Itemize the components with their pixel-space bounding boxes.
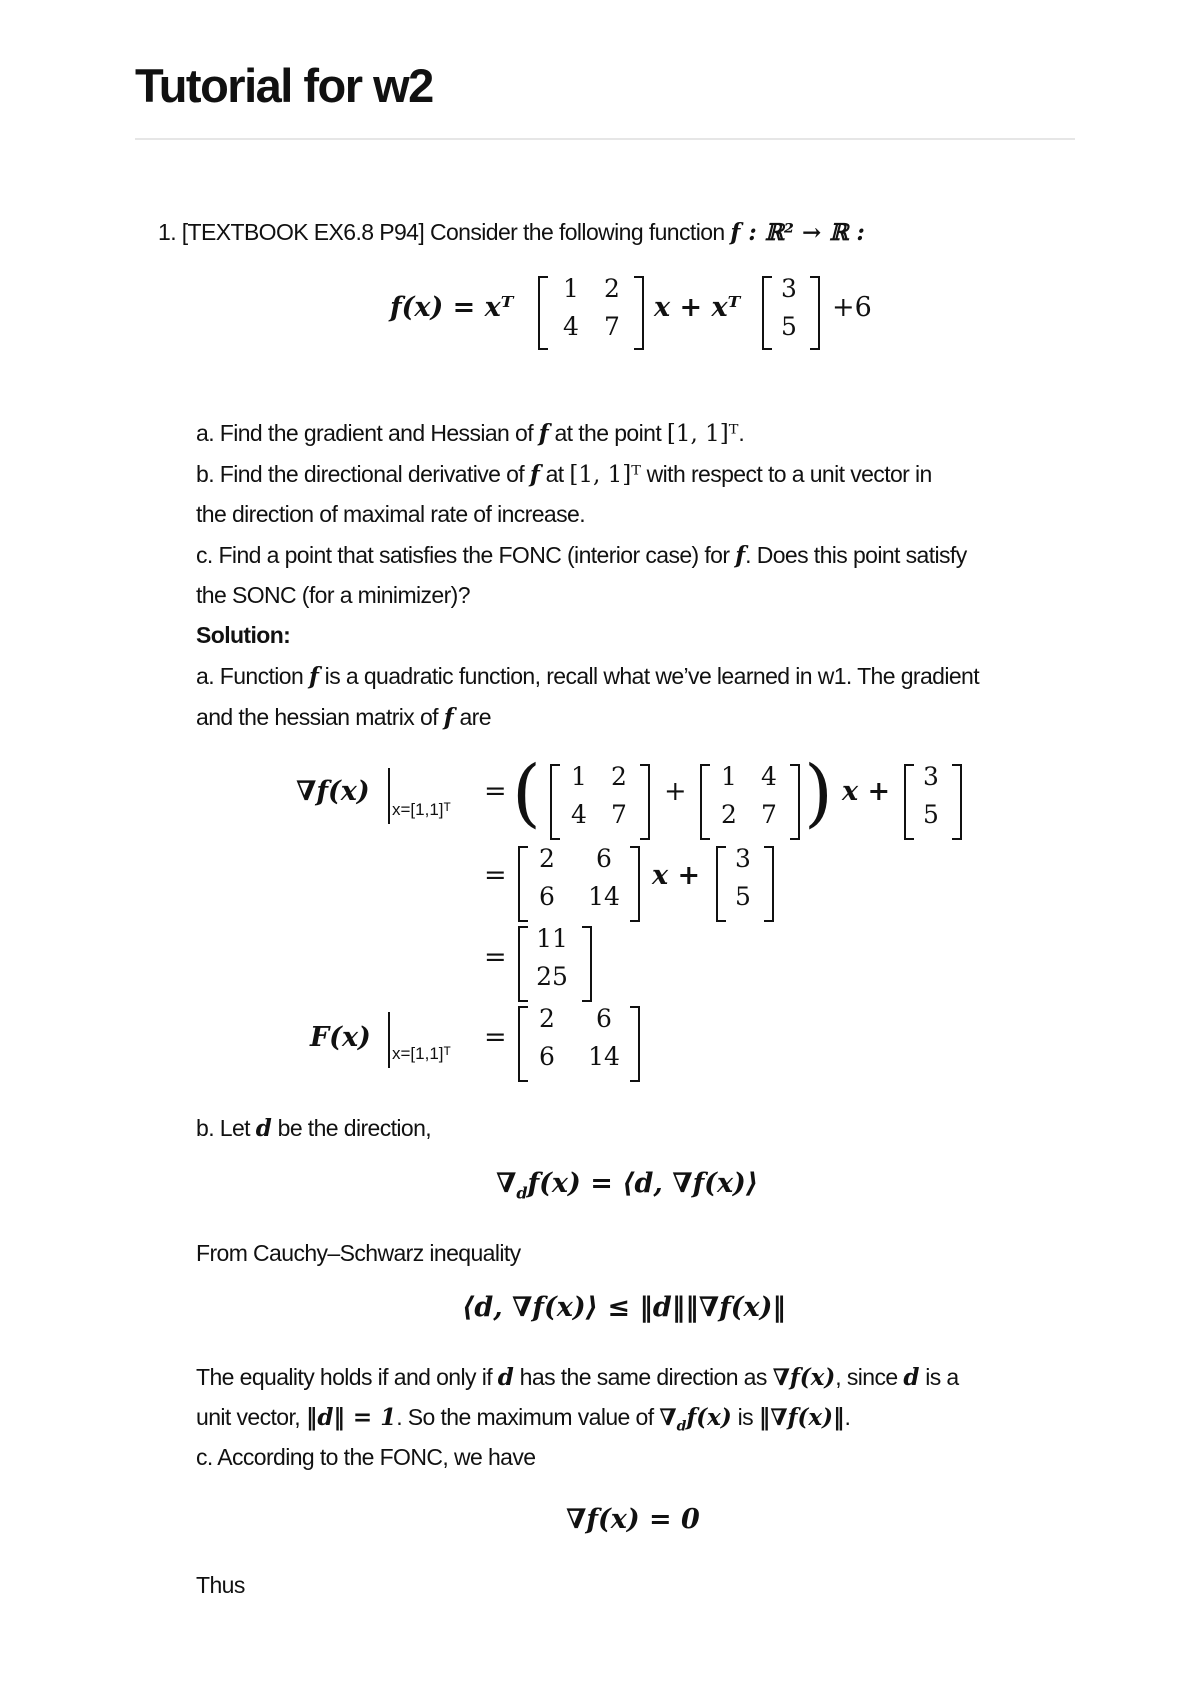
page-title: Tutorial for w2 xyxy=(135,59,433,112)
uv-text-3: is xyxy=(731,1404,759,1430)
grad-A-rb xyxy=(640,764,650,840)
grad-At-rb xyxy=(790,764,800,840)
part-a-text3: . xyxy=(738,420,745,446)
dir-nabla: ∇ xyxy=(496,1168,517,1199)
part-b-f: f xyxy=(529,461,540,488)
hessian-lhs: F(x) xyxy=(310,1022,371,1053)
grad-row2-b-lb xyxy=(716,846,726,922)
uv-subscript: d xyxy=(676,1418,687,1435)
part-a-point: [1, 1]ᵀ xyxy=(666,421,739,447)
equality-d2: d xyxy=(903,1364,920,1391)
q1-prefix: 1. [TEXTBOOK EX6.8 P94] Consider the following function xyxy=(158,219,731,245)
grad-At-12: 4 xyxy=(761,762,777,791)
q1-function-signature: f : ℝ² → ℝ : xyxy=(730,219,865,246)
solution-a-line2-text: and the hessian matrix of xyxy=(196,704,444,730)
equality-text-2: has the same direction as xyxy=(513,1364,773,1390)
grad-b-rb xyxy=(952,764,962,840)
equality-statement xyxy=(196,1357,959,1398)
grad-A-11: 1 xyxy=(571,762,587,791)
grad-row3-v-1: 11 xyxy=(536,924,568,953)
eq1-b-2: 5 xyxy=(781,312,797,341)
grad-row2-M-21: 6 xyxy=(539,882,555,911)
grad-row2-b-1: 3 xyxy=(735,844,751,873)
eq1-middle: x + xᵀ xyxy=(654,292,741,323)
grad-b-lb xyxy=(904,764,914,840)
hessian-lb xyxy=(518,1006,528,1082)
equality-d: d xyxy=(497,1364,514,1391)
part-b-line2: the direction of maximal rate of increase. xyxy=(196,501,585,527)
grad-row2-b-rb xyxy=(764,846,774,922)
part-a-f: f xyxy=(538,420,549,447)
eq1-A-12: 2 xyxy=(604,274,620,303)
grad-row2-M-rb xyxy=(630,846,640,922)
eq1-b-right-bracket xyxy=(810,276,820,350)
grad-row2-M-12: 6 xyxy=(596,844,612,873)
hessian-eq-sign: = xyxy=(484,1022,507,1053)
solution-a-text: a. Function xyxy=(196,663,309,689)
equality-grad: ∇f(x) xyxy=(772,1364,836,1391)
equation-directional-derivative xyxy=(496,1168,758,1202)
title-divider xyxy=(135,138,1075,140)
hessian-22: 14 xyxy=(588,1042,620,1071)
grad-row3-v-rb xyxy=(582,926,592,1002)
solution-heading: Solution: xyxy=(196,622,291,648)
solution-a-line2-f: f xyxy=(443,704,454,731)
grad-lhs: ∇f(x) xyxy=(296,776,370,807)
grad-b-2: 5 xyxy=(923,800,939,829)
uv-directional xyxy=(659,1404,732,1435)
grad-row3-eq-sign: = xyxy=(484,942,507,973)
hessian-subscript: x=[1,1]ᵀ xyxy=(392,1044,451,1063)
solution-b-text2: be the direction, xyxy=(271,1115,432,1141)
grad-A-22: 7 xyxy=(611,800,627,829)
grad-eq-sign: = xyxy=(484,776,507,807)
part-c-f: f xyxy=(735,542,746,569)
part-c-line2: the SONC (for a minimizer)? xyxy=(196,582,470,608)
part-c-text2: . Does this point satisfy xyxy=(745,542,967,568)
grad-x-plus: x + xyxy=(842,776,891,807)
grad-row2-eq-sign: = xyxy=(484,860,507,891)
solution-a-line2-tail: are xyxy=(453,704,491,730)
solution-b-text: b. Let xyxy=(196,1115,256,1141)
eq1-A-11: 1 xyxy=(563,274,579,303)
dir-rest: f(x) = ⟨d, ∇f(x)⟩ xyxy=(527,1168,759,1199)
uv-text-2: . So the maximum value of xyxy=(396,1404,660,1430)
part-b-text3: with respect to a unit vector in xyxy=(640,461,932,487)
grad-A-lb xyxy=(550,764,560,840)
hessian-rb xyxy=(630,1006,640,1082)
grad-row2-b-2: 5 xyxy=(735,882,751,911)
grad-At-22: 7 xyxy=(761,800,777,829)
grad-row2-M-11: 2 xyxy=(539,844,555,873)
grad-row3-v-lb xyxy=(518,926,528,1002)
eq1-tail: +6 xyxy=(832,292,872,323)
part-b-text: b. Find the directional derivative of xyxy=(196,461,530,487)
grad-A-12: 2 xyxy=(611,762,627,791)
hessian-11: 2 xyxy=(539,1004,555,1033)
part-b-point: [1, 1]ᵀ xyxy=(569,462,641,488)
part-b-text2: at xyxy=(539,461,570,487)
uv-rest: f(x) xyxy=(686,1404,732,1431)
hessian-12: 6 xyxy=(596,1004,612,1033)
solution-b-d: d xyxy=(255,1115,272,1142)
grad-evaluation-bar xyxy=(388,768,390,824)
eq1-b-left-bracket xyxy=(762,276,772,350)
grad-b-1: 3 xyxy=(923,762,939,791)
part-c-text: c. Find a point that satisfies the FONC (interior case) for xyxy=(196,542,736,568)
eq1-A-left-bracket xyxy=(538,276,548,350)
solution-c: c. According to the FONC, we have xyxy=(196,1444,536,1470)
eq1-A-21: 4 xyxy=(563,312,579,341)
solution-a-line2 xyxy=(196,697,491,738)
uv-text-1: unit vector, xyxy=(196,1404,306,1430)
equality-text-4: is a xyxy=(919,1364,959,1390)
uv-text-4: . xyxy=(844,1404,851,1430)
equality-text-1: The equality holds if and only if xyxy=(196,1364,498,1390)
uv-nabla: ∇ xyxy=(659,1404,677,1431)
grad-At-lb xyxy=(700,764,710,840)
grad-row2-M-22: 14 xyxy=(588,882,620,911)
question-1 xyxy=(158,212,865,253)
grad-row2-M-lb xyxy=(518,846,528,922)
cauchy-schwarz-text: From Cauchy–Schwarz inequality xyxy=(196,1240,521,1266)
grad-row3-v-2: 25 xyxy=(536,962,568,991)
grad-subscript: x=[1,1]ᵀ xyxy=(392,800,451,819)
grad-At-11: 1 xyxy=(721,762,737,791)
part-a xyxy=(196,413,744,454)
uv-max: ‖∇f(x)‖ xyxy=(758,1404,845,1431)
eq1-A-22: 7 xyxy=(604,312,620,341)
solution-a-text2: is a quadratic function, recall what we’ve learned in w1. The gradient xyxy=(318,663,980,689)
eq1-A-right-bracket xyxy=(634,276,644,350)
grad-row2-x-plus: x + xyxy=(652,860,701,891)
equality-text-3: , since xyxy=(835,1364,904,1390)
solution-a-f: f xyxy=(308,663,319,690)
grad-right-paren: ) xyxy=(804,750,833,836)
solution-a xyxy=(196,656,979,697)
grad-At-21: 2 xyxy=(721,800,737,829)
uv-norm: ‖d‖ = 1 xyxy=(305,1404,397,1431)
hessian-21: 6 xyxy=(539,1042,555,1071)
eq1-b-1: 3 xyxy=(781,274,797,303)
part-a-text2: at the point xyxy=(548,420,667,446)
thus-text: Thus xyxy=(196,1572,245,1598)
hessian-evaluation-bar xyxy=(388,1012,390,1068)
grad-plus-1: + xyxy=(664,776,687,807)
grad-A-21: 4 xyxy=(571,800,587,829)
part-c xyxy=(196,535,967,576)
part-b xyxy=(196,454,932,495)
eq1-lhs: f(x) = xᵀ xyxy=(390,292,514,323)
solution-b xyxy=(196,1108,431,1149)
part-a-text: a. Find the gradient and Hessian of xyxy=(196,420,539,446)
dir-subscript: d xyxy=(516,1183,528,1203)
equation-fonc: ∇f(x) = 0 xyxy=(566,1504,700,1535)
grad-left-paren: ( xyxy=(512,750,541,836)
equation-cauchy-schwarz: ⟨d, ∇f(x)⟩ ≤ ‖d‖‖∇f(x)‖ xyxy=(462,1292,786,1323)
